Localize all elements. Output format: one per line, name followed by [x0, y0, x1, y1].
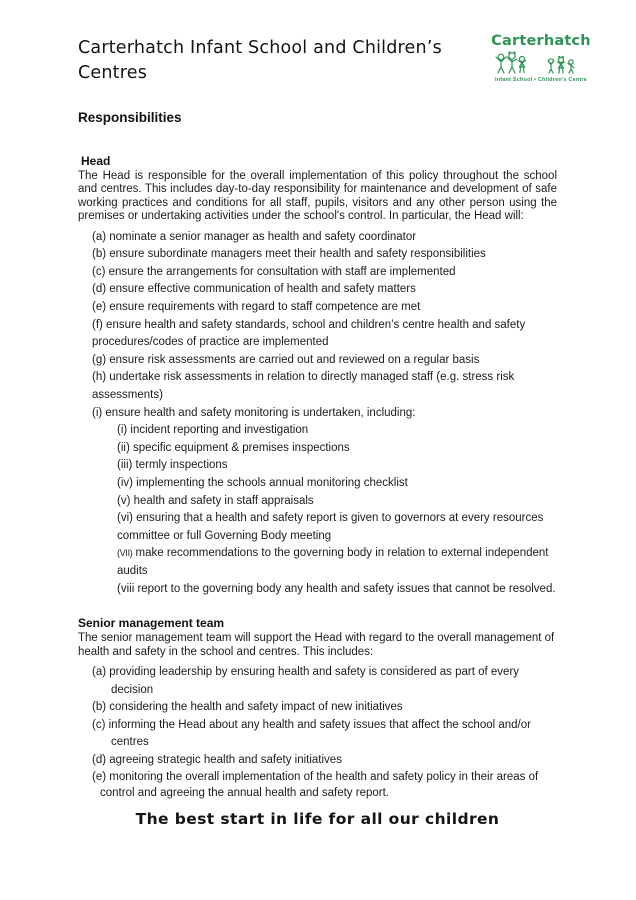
list-item: (i) incident reporting and investigation — [117, 424, 309, 437]
list-item: (e) monitoring the overall implementation of the health and safety policy in their areas of control and agreeing the annual health and safety report. — [92, 771, 539, 800]
list-item: (b) considering the health and safety impact of new initiatives — [92, 701, 403, 714]
list-item: (a) providing leadership by ensuring health and safety is considered as part of every decision — [92, 665, 520, 696]
list-item: (v) health and safety in staff appraisals — [117, 494, 314, 507]
head-monitoring-sublist — [78, 422, 557, 598]
list-item: (h) undertake risk assessments in relation to directly managed staff (e.g. stress risk assessments) — [92, 371, 515, 401]
logo-school-name: Carterhatch — [491, 33, 591, 49]
page-title: Carterhatch Infant School and Children’s Centres — [78, 38, 442, 83]
list-item — [117, 545, 557, 580]
list-item: (c) informing the Head about any health and safety issues that affect the school and/or centres — [92, 718, 531, 749]
senior-responsibilities-list — [78, 664, 557, 802]
senior-intro-paragraph: The senior management team will support the Head with regard to the overall management of health and safety in the school and centres. This includes: — [78, 632, 555, 658]
responsibilities-heading: Responsibilities — [78, 110, 182, 125]
list-item: (e) ensure requirements with regard to staff competence are met — [92, 301, 421, 313]
list-item: (f) ensure health and safety standards, school and children’s centre health and safety procedures/codes of practice are implemented — [92, 318, 526, 349]
list-item: (i) ensure health and safety monitoring is undertaken, including: — [92, 406, 416, 419]
list-item: (ii) specific equipment & premises inspections — [117, 441, 350, 454]
head-section-heading: Head — [81, 154, 111, 168]
head-intro-paragraph: The Head is responsible for the overall implementation of this policy throughout the school and centres. This includes day-to-day responsibility for maintenance and development of safe working practices and conditions for all staff, pupils, visitors and any other person using the premises or undertaking activities under the school's control. In particular, the Head will: — [78, 170, 557, 223]
school-logo — [488, 33, 594, 84]
list-item: (d) ensure effective communication of health and safety matters — [92, 283, 416, 296]
list-item: (a) nominate a senior manager as health and safety coordinator — [92, 230, 417, 243]
roman-numeral-marker: (VII) — [117, 548, 133, 559]
list-item: (b) ensure subordinate managers meet their health and safety responsibilities — [92, 248, 486, 261]
list-item: (d) agreeing strategic health and safety initiatives — [92, 753, 342, 766]
list-item: (c) ensure the arrangements for consultation with staff are implemented — [92, 265, 456, 278]
logo-tagline: Infant School • Children’s Centre — [494, 77, 588, 83]
list-item: (g) ensure risk assessments are carried out and reviewed on a regular basis — [92, 353, 480, 366]
list-item: (iv) implementing the schools annual monitoring checklist — [117, 476, 408, 489]
head-responsibilities-list — [78, 229, 557, 598]
list-item: (vi) ensuring that a health and safety report is given to governors at every resources committee or full Governing Body meeting — [117, 512, 544, 542]
list-item-text: make recommendations to the governing body in relation to external independent audits — [117, 547, 549, 577]
stick-figure-children-icon — [493, 51, 589, 75]
list-item: (viii report to the governing body any health and safety issues that cannot be resolved. — [117, 582, 556, 595]
senior-section-heading: Senior management team — [78, 616, 225, 631]
school-motto: The best start in life for all our children — [135, 810, 500, 829]
list-item: (iii) termly inspections — [117, 459, 228, 472]
